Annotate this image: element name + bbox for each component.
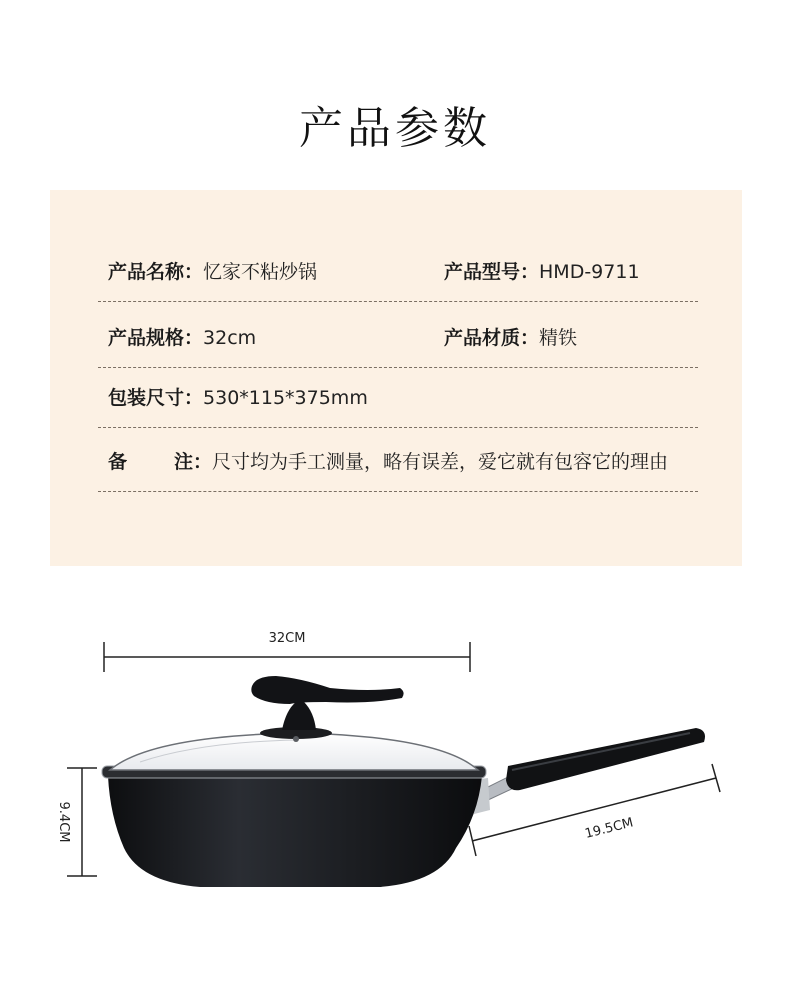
page-title: 产品参数	[299, 103, 491, 154]
row-divider	[98, 427, 698, 428]
spec-row-note	[98, 432, 698, 492]
diameter-label: 32CM	[268, 631, 306, 646]
diameter-dimension	[104, 631, 470, 672]
name-value: 忆家不粘炒锅	[203, 261, 318, 283]
package-spec	[108, 368, 368, 428]
spec-panel	[50, 190, 742, 566]
name-label: 产品名称：	[108, 261, 204, 283]
note-spec	[108, 432, 668, 492]
package-label: 包装尺寸：	[108, 387, 204, 409]
spec-row-package	[98, 368, 698, 428]
model-label: 产品型号：	[444, 261, 540, 283]
spec-row-size-material	[98, 308, 698, 368]
note-label-first: 备	[108, 451, 128, 473]
note-label-second: 注：	[174, 451, 213, 473]
row-divider	[98, 491, 698, 492]
wok-illustration	[102, 676, 705, 887]
model-spec	[444, 242, 640, 302]
note-value: 尺寸均为手工测量，略有误差，爱它就有包容它的理由	[212, 451, 669, 473]
wok-dimension-diagram	[0, 600, 790, 982]
handle-length-label: 19.5CM	[583, 815, 635, 842]
name-spec	[108, 242, 317, 302]
spec-row-name-model	[98, 242, 698, 302]
size-spec	[108, 308, 256, 368]
size-label: 产品规格：	[108, 327, 204, 349]
package-value: 530*115*375mm	[203, 387, 368, 409]
material-spec	[444, 308, 577, 368]
height-dimension	[56, 768, 97, 876]
material-label: 产品材质：	[444, 327, 540, 349]
material-value: 精铁	[539, 327, 578, 349]
row-divider	[98, 301, 698, 302]
size-value: 32cm	[203, 327, 257, 349]
model-value: HMD-9711	[539, 261, 640, 283]
height-label: 9.4CM	[56, 801, 71, 843]
